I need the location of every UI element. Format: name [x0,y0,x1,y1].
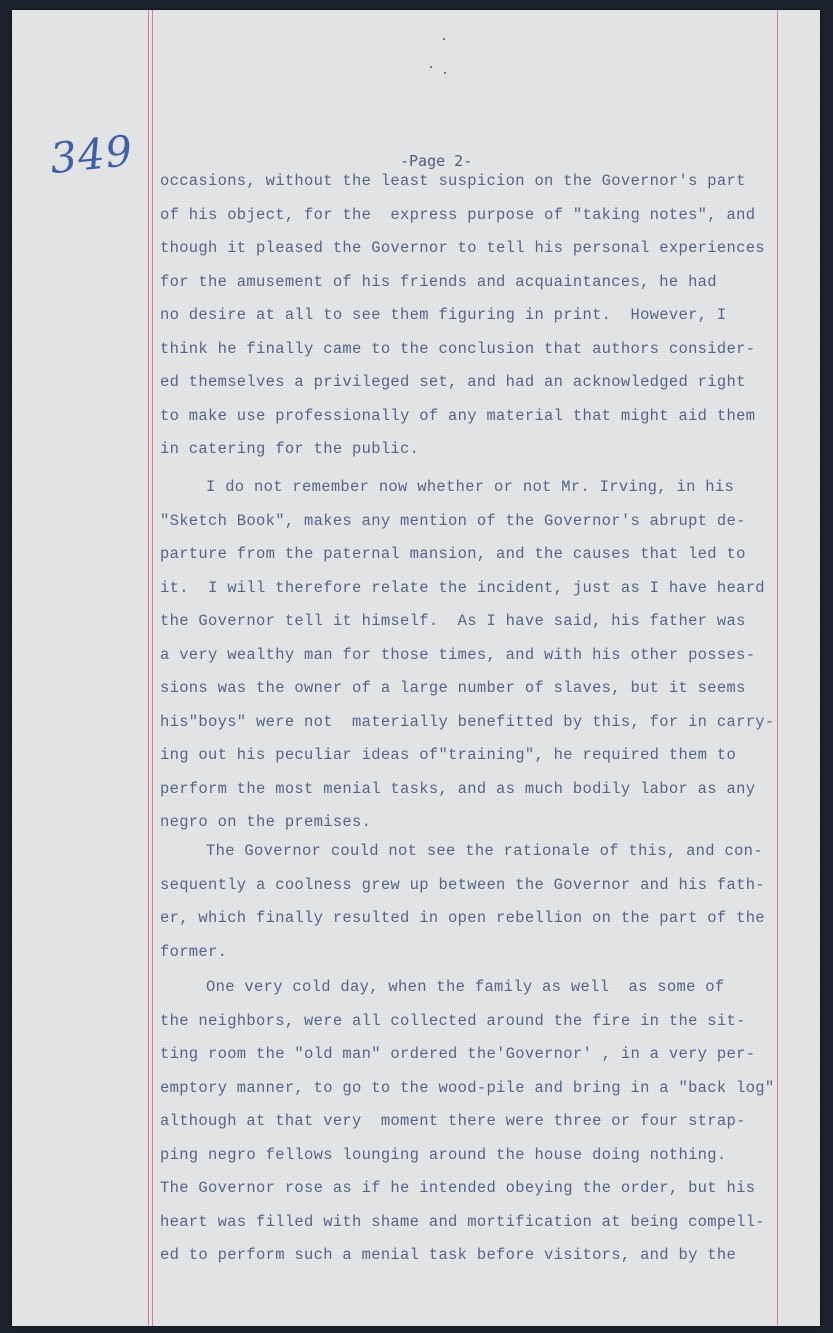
text-line: though it pleased the Governor to tell his personal experiences [160,239,765,257]
text-line: in catering for the public. [160,440,420,458]
text-line: the Governor tell it himself. As I have said, his father was [160,612,746,630]
text-line: perform the most menial tasks, and as much bodily labor as any [160,779,756,798]
text-line: parture from the paternal mansion, and the causes that led to [160,545,746,563]
text-line: although at that very moment there were three or four strap- [160,1112,746,1130]
text-line: for the amusement of his friends and acquaintances, he had [160,272,717,291]
text-line: no desire at all to see them figuring in print. However, I [160,306,727,324]
paragraph-3 [160,842,765,976]
paragraph-1 [160,172,765,474]
text-line: I do not remember now whether or not Mr. Irving, in his [206,478,735,496]
left-margin-rule [148,10,149,1326]
text-line: it. I will therefore relate the incident, just as I have heard [160,578,765,597]
paper-speck [444,72,446,74]
text-line: "Sketch Book", makes any mention of the Governor's abrupt de- [160,511,746,530]
text-line: The Governor could not see the rationale of this, and con- [206,842,763,860]
text-line: The Governor rose as if he intended obeying the order, but his [160,1179,756,1197]
text-line: the neighbors, were all collected around the fire in the sit- [160,1011,746,1030]
paper-speck [430,66,432,68]
paragraph-4 [160,978,775,1280]
text-line: a very wealthy man for those times, and with his other posses- [160,645,756,664]
text-line: to make use professionally of any material that might aid them [160,406,756,425]
text-line: think he finally came to the conclusion that authors consider- [160,339,756,358]
paper-sheet [12,10,820,1326]
text-line: ed to perform such a menial task before visitors, and by the [160,1246,737,1264]
text-line: One very cold day, when the family as well as some of [206,978,725,996]
text-line: ping negro fellows lounging around the house doing nothing. [160,1145,727,1164]
paragraph-2 [160,478,775,847]
text-line: negro on the premises. [160,813,372,831]
text-line: his"boys" were not materially benefitted by this, for in carry- [160,712,775,731]
text-line: ed themselves a privileged set, and had an acknowledged right [160,373,746,391]
text-line: former. [160,942,228,961]
text-line: sequently a coolness grew up between the Governor and his fath- [160,875,765,894]
left-margin-rule-inner [152,10,153,1326]
text-line: occasions, without the least suspicion on the Governor's part [160,172,746,190]
page-header: -Page 2- [400,152,473,170]
text-line: er, which finally resulted in open rebellion on the part of the [160,909,765,927]
text-line: heart was filled with shame and mortification at being compell- [160,1212,765,1231]
handwritten-folio-number: 349 [47,125,136,184]
text-line: ting room the "old man" ordered the'Governor' , in a very per- [160,1045,756,1063]
text-line: emptory manner, to go to the wood-pile and bring in a "back log" [160,1078,775,1097]
text-line: sions was the owner of a large number of slaves, but it seems [160,679,746,697]
right-margin-rule [777,10,778,1326]
text-line: ing out his peculiar ideas of"training", he required them to [160,746,737,764]
text-line: of his object, for the express purpose of "taking notes", and [160,205,756,224]
paper-speck [443,38,445,40]
